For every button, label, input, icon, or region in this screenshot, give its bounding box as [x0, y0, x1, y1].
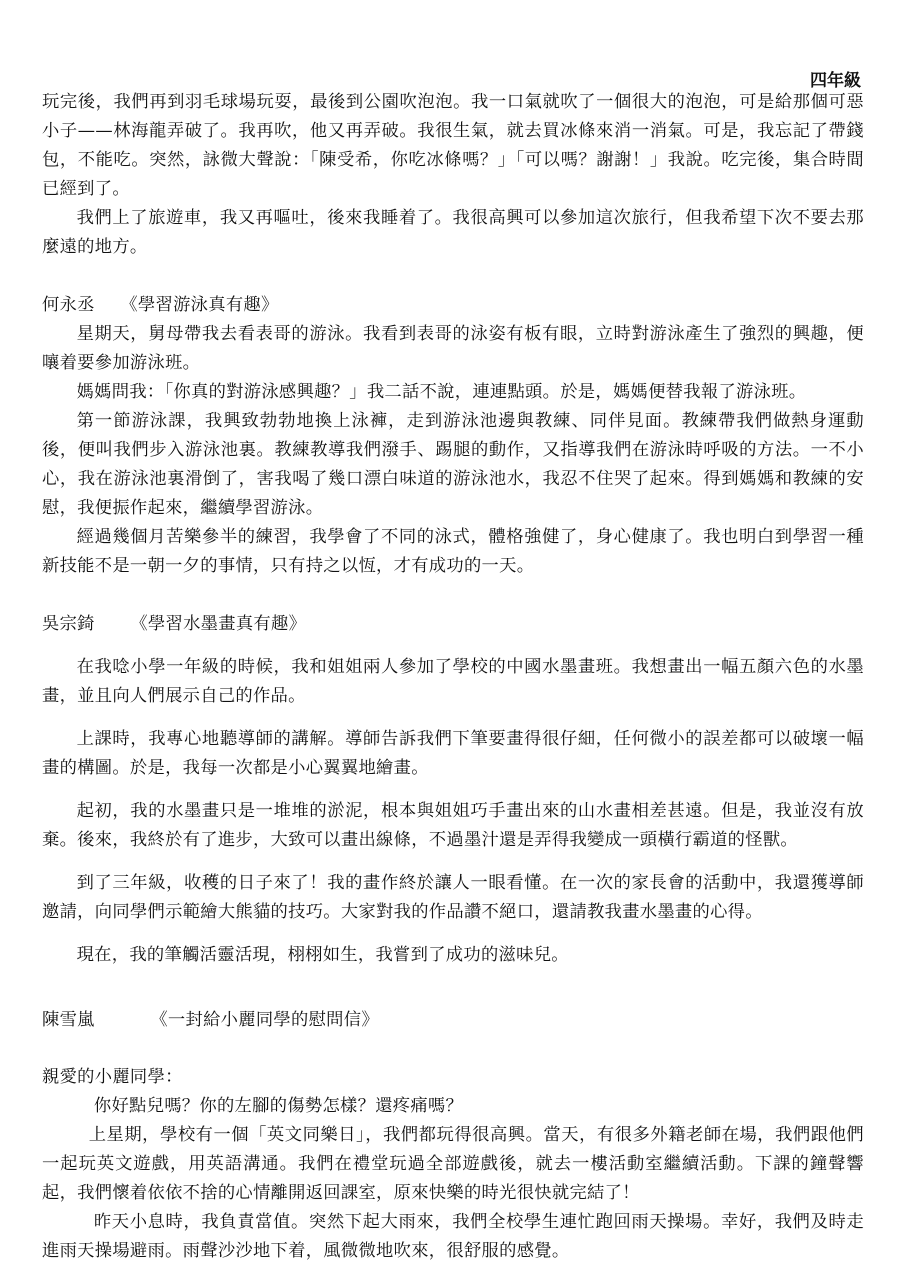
- story2-paragraph: 第一節游泳課，我興致勃勃地換上泳褲，走到游泳池邊與教練、同伴見面。教練帶我們做熱身運動後，便叫我們步入游泳池裏。教練教導我們潑手、踢腿的動作，又指導我們在游泳時呼吸的方法。一不小心，我在游泳池裏滑倒了，害我喝了幾口漂白味道的游泳池水，我忍不住哭了起來。得到媽媽和教練的安慰，我便振作起來，繼續學習游泳。: [42, 411, 864, 518]
- story4-heading: [42, 1006, 864, 1035]
- story3-paragraph: 現在，我的筆觸活靈活現，栩栩如生，我嘗到了成功的滋味兒。: [76, 945, 569, 965]
- story4-paragraph: 你好點兒嗎？你的左腳的傷勢怎樣？還疼痛嗎？: [93, 1096, 464, 1116]
- story1-paragraph: 我們上了旅遊車，我又再嘔吐，後來我睡着了。我很高興可以參加這次旅行，但我希望下次不要去那麼遠的地方。: [42, 208, 864, 257]
- story3-paragraph: 上課時，我專心地聽導師的講解。導師告訴我們下筆要畫得很仔細，任何微小的誤差都可以破壞一幅畫的構圖。於是，我每一次都是小心翼翼地繪畫。: [42, 729, 864, 778]
- story4-paragraph: 上星期，學校有一個「英文同樂日」，我們都玩得很高興。當天，有很多外籍老師在場，我們跟他們一起玩英文遊戲，用英語溝通。我們在禮堂玩過全部遊戲後，就去一樓活動室繼續活動。下課的鐘聲響起，我們懷着依依不捨的心情離開返回課室，原來快樂的時光很快就完結了！: [42, 1125, 864, 1203]
- story3-paragraph: 起初，我的水墨畫只是一堆堆的淤泥，根本與姐姐巧手畫出來的山水畫相差甚遠。但是，我並沒有放棄。後來，我終於有了進步，大致可以畫出線條，不過墨汁還是弄得我變成一頭橫行霸道的怪獸。: [42, 801, 864, 850]
- story3-paragraph: 在我唸小學一年級的時候，我和姐姐兩人參加了學校的中國水墨畫班。我想畫出一幅五顏六色的水墨畫，並且向人們展示自己的作品。: [42, 657, 864, 706]
- story2-paragraph: 經過幾個月苦樂參半的練習，我學會了不同的泳式，體格強健了，身心健康了。我也明白到學習一種新技能不是一朝一夕的事情，只有持之以恆，才有成功的一天。: [42, 527, 864, 576]
- grade-label: 四年級: [810, 71, 861, 91]
- story3-heading: [42, 610, 864, 639]
- story4-title: 《一封給小麗同學的慰問信》: [150, 1010, 379, 1030]
- story3-author: 吳宗錡: [42, 614, 95, 634]
- story1-paragraph: 玩完後，我們再到羽毛球場玩耍，最後到公園吹泡泡。我一口氣就吹了一個很大的泡泡，可是給那個可惡小子——林海龍弄破了。我再吹，他又再弄破。我很生氣，就去買冰條來消一消氣。可是，我忘記了帶錢包，不能吃。突然，詠微大聲說：「陳受希，你吃冰條嗎？」「可以嗎？謝謝！」我說。吃完後，集合時間已經到了。: [42, 92, 864, 199]
- story3-paragraph: 到了三年級，收穫的日子來了！我的畫作終於讓人一眼看懂。在一次的家長會的活動中，我還獲導師邀請，向同學們示範繪大熊貓的技巧。大家對我的作品讚不絕口，還請教我畫水墨畫的心得。: [42, 873, 864, 922]
- story2-heading: [42, 291, 864, 320]
- letter-greeting: 親愛的小麗同學：: [42, 1067, 183, 1087]
- document-body: [42, 88, 864, 1266]
- story3-title: 《學習水墨畫真有趣》: [130, 614, 307, 634]
- story2-title: 《學習游泳真有趣》: [120, 295, 279, 315]
- story4-paragraph: 昨天小息時，我負責當值。突然下起大雨來，我們全校學生連忙跑回雨天操場。幸好，我們及時走進雨天操場避雨。雨聲沙沙地下着，風微微地吹來，很舒服的感覺。: [42, 1212, 864, 1261]
- story4-author: 陳雪嵐: [42, 1010, 95, 1030]
- story2-paragraph: 媽媽問我：「你真的對游泳感興趣？」我二話不說，連連點頭。於是，媽媽便替我報了游泳班。: [76, 382, 807, 402]
- story2-author: 何永丞: [42, 295, 95, 315]
- story2-paragraph: 星期天，舅母帶我去看表哥的游泳。我看到表哥的泳姿有板有眼，立時對游泳產生了強烈的興趣，便嚷着要參加游泳班。: [42, 324, 864, 373]
